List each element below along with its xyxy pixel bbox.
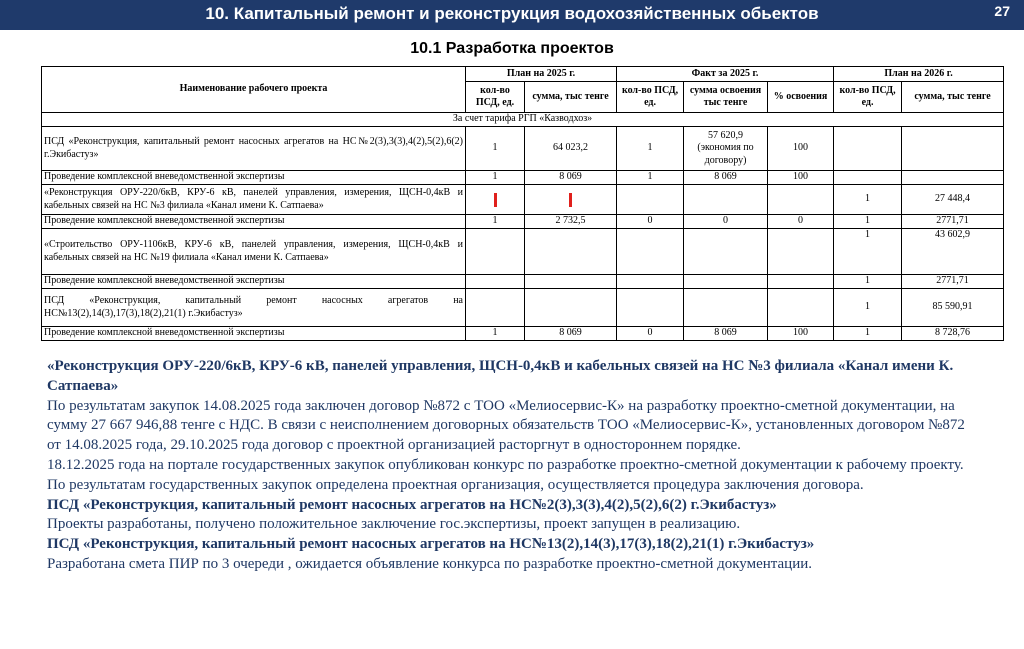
- cell: 57 620,9 (экономия по договору): [684, 127, 768, 171]
- paragraph-heading: «Реконструкция ОРУ-220/6кВ, КРУ-6 кВ, панелей управления, ЩСН-0,4кВ и кабельных связей на НС №3 филиала «Канал имени К. Сатпаева»: [47, 358, 954, 394]
- section-subtitle: 10.1 Разработка проектов: [410, 40, 614, 57]
- column-group-fact-2025: Факт за 2025 г.: [617, 67, 834, 82]
- cell: 8 069: [684, 327, 768, 341]
- column-group-plan-2026: План на 2026 г.: [834, 67, 1004, 82]
- cell: [768, 275, 834, 289]
- red-marker: [494, 193, 497, 207]
- table-row: [42, 327, 1004, 341]
- cell: [684, 185, 768, 215]
- column-header: % освоения: [768, 82, 834, 113]
- cell: [902, 171, 1004, 185]
- cell: 1: [617, 127, 684, 171]
- description-text: [47, 357, 982, 575]
- cell: 2771,71: [902, 275, 1004, 289]
- cell: 1: [834, 185, 902, 215]
- cell: 1: [466, 127, 525, 171]
- cell: [834, 127, 902, 171]
- cell: [525, 275, 617, 289]
- cell: 85 590,91: [902, 289, 1004, 327]
- row-name: ПСД «Реконструкция, капитальный ремонт насосных агрегатов на НС№2(3),3(3),4(2),5(2),6(2) г.Экибастуз»: [42, 127, 466, 171]
- row-name: Проведение комплексной вневедомственной экспертизы: [42, 171, 466, 185]
- row-name: Проведение комплексной вневедомственной экспертизы: [42, 327, 466, 341]
- cell: [525, 229, 617, 275]
- red-marker: [569, 193, 572, 207]
- cell: [768, 229, 834, 275]
- cell: 0: [684, 215, 768, 229]
- paragraph-heading: ПСД «Реконструкция, капитальный ремонт насосных агрегатов на НС№13(2),14(3),17(3),18(2),21(1) г.Экибастуз»: [47, 536, 815, 553]
- column-group-plan-2025: План на 2025 г.: [466, 67, 617, 82]
- cell: 100: [768, 127, 834, 171]
- column-header: кол-во ПСД, ед.: [834, 82, 902, 113]
- table-row: [42, 229, 1004, 275]
- cell: [768, 185, 834, 215]
- cell: [684, 229, 768, 275]
- cell: [617, 289, 684, 327]
- cell: 8 069: [525, 327, 617, 341]
- cell: [525, 289, 617, 327]
- table-row: [42, 185, 1004, 215]
- cell: 1: [834, 327, 902, 341]
- paragraph: По результатам государственных закупок определена проектная организация, осуществляется процедура заключения договора.: [47, 476, 864, 493]
- column-header: кол-во ПСД, ед.: [617, 82, 684, 113]
- cell: [617, 185, 684, 215]
- cell: 8 728,76: [902, 327, 1004, 341]
- paragraph-heading: ПСД «Реконструкция, капитальный ремонт насосных агрегатов на НС№2(3),3(3),4(2),5(2),6(2) г.Экибастуз»: [47, 496, 777, 513]
- projects-table: [41, 66, 1004, 341]
- row-name: Проведение комплексной вневедомственной экспертизы: [42, 275, 466, 289]
- row-name: «Строительство ОРУ-1106кВ, КРУ-6 кВ, панелей управления, измерения, ЩСН-0,4кВ и кабельных связей на НС №19 филиала «Канал имени К. Сатпаева»: [42, 229, 466, 275]
- column-header: сумма, тыс тенге: [902, 82, 1004, 113]
- cell: 1: [466, 327, 525, 341]
- cell: 8 069: [525, 171, 617, 185]
- column-header: сумма освоения тыс тенге: [684, 82, 768, 113]
- cell: 1: [834, 229, 902, 275]
- cell: 8 069: [684, 171, 768, 185]
- cell: 100: [768, 171, 834, 185]
- cell: [617, 229, 684, 275]
- cell: 1: [834, 275, 902, 289]
- cell: 1: [466, 215, 525, 229]
- column-header: кол-во ПСД, ед.: [466, 82, 525, 113]
- table-row: [42, 215, 1004, 229]
- cell: 0: [617, 327, 684, 341]
- cell: 1: [834, 215, 902, 229]
- paragraph: Проекты разработаны, получено положительное заключение гос.экспертизы, проект запущен в реализацию.: [47, 516, 741, 533]
- cell: 1: [617, 171, 684, 185]
- paragraph: По результатам закупок 14.08.2025 года заключен договор №872 с ТОО «Мелиосервис-К» на разработку проектно-сметной документации, на сумму 27 667 946,88 тенге с НДС. В связи с неисполнением договорных обязательств ТОО «Мелиосервис-К», установленных договором №872 от 14.08.2025 года, 29.10.2025 года договор с проектной организацией расторгнут в одностороннем порядке.: [47, 397, 965, 454]
- cell: 27 448,4: [902, 185, 1004, 215]
- cell: [768, 289, 834, 327]
- cell: 0: [617, 215, 684, 229]
- table-row: [42, 289, 1004, 327]
- cell: [466, 275, 525, 289]
- cell: 2 732,5: [525, 215, 617, 229]
- page-number: 27: [994, 3, 1010, 19]
- cell: 0: [768, 215, 834, 229]
- cell: [466, 289, 525, 327]
- row-name: Проведение комплексной вневедомственной экспертизы: [42, 215, 466, 229]
- cell: [684, 275, 768, 289]
- cell: 100: [768, 327, 834, 341]
- cell: [902, 127, 1004, 171]
- cell: [525, 185, 617, 215]
- table-row: [42, 275, 1004, 289]
- column-header: сумма, тыс тенге: [525, 82, 617, 113]
- row-name: «Реконструкция ОРУ-220/6кВ, КРУ-6 кВ, панелей управления, измерения, ЩСН-0,4кВ и кабельных связей на НС №3 филиала «Канал имени К. Сатпаева»: [42, 185, 466, 215]
- table-row: [42, 127, 1004, 171]
- cell: [466, 185, 525, 215]
- cell: 1: [466, 171, 525, 185]
- cell: [684, 289, 768, 327]
- row-name: ПСД «Реконструкция, капитальный ремонт насосных агрегатов на НС№13(2),14(3),17(3),18(2),21(1) г.Экибастуз»: [42, 289, 466, 327]
- header-bar: [0, 0, 1024, 30]
- cell: 43 602,9: [902, 229, 1004, 275]
- paragraph: 18.12.2025 года на портале государственных закупок опубликован конкурс по разработке проектно-сметной документации к рабочему проекту.: [47, 456, 964, 473]
- slide-title: 10. Капитальный ремонт и реконструкция водохозяйственных обьектов: [205, 4, 819, 23]
- cell: 64 023,2: [525, 127, 617, 171]
- section-row-tariff: За счет тарифа РГП «Казводхоз»: [42, 113, 1004, 127]
- table-row: [42, 171, 1004, 185]
- cell: 2771,71: [902, 215, 1004, 229]
- cell: [834, 171, 902, 185]
- cell: [617, 275, 684, 289]
- cell: [466, 229, 525, 275]
- paragraph: Разработана смета ПИР по 3 очереди , ожидается объявление конкурса по разработке проектно-сметной документации.: [47, 555, 813, 572]
- cell: 1: [834, 289, 902, 327]
- column-header-name: Наименование рабочего проекта: [42, 67, 466, 113]
